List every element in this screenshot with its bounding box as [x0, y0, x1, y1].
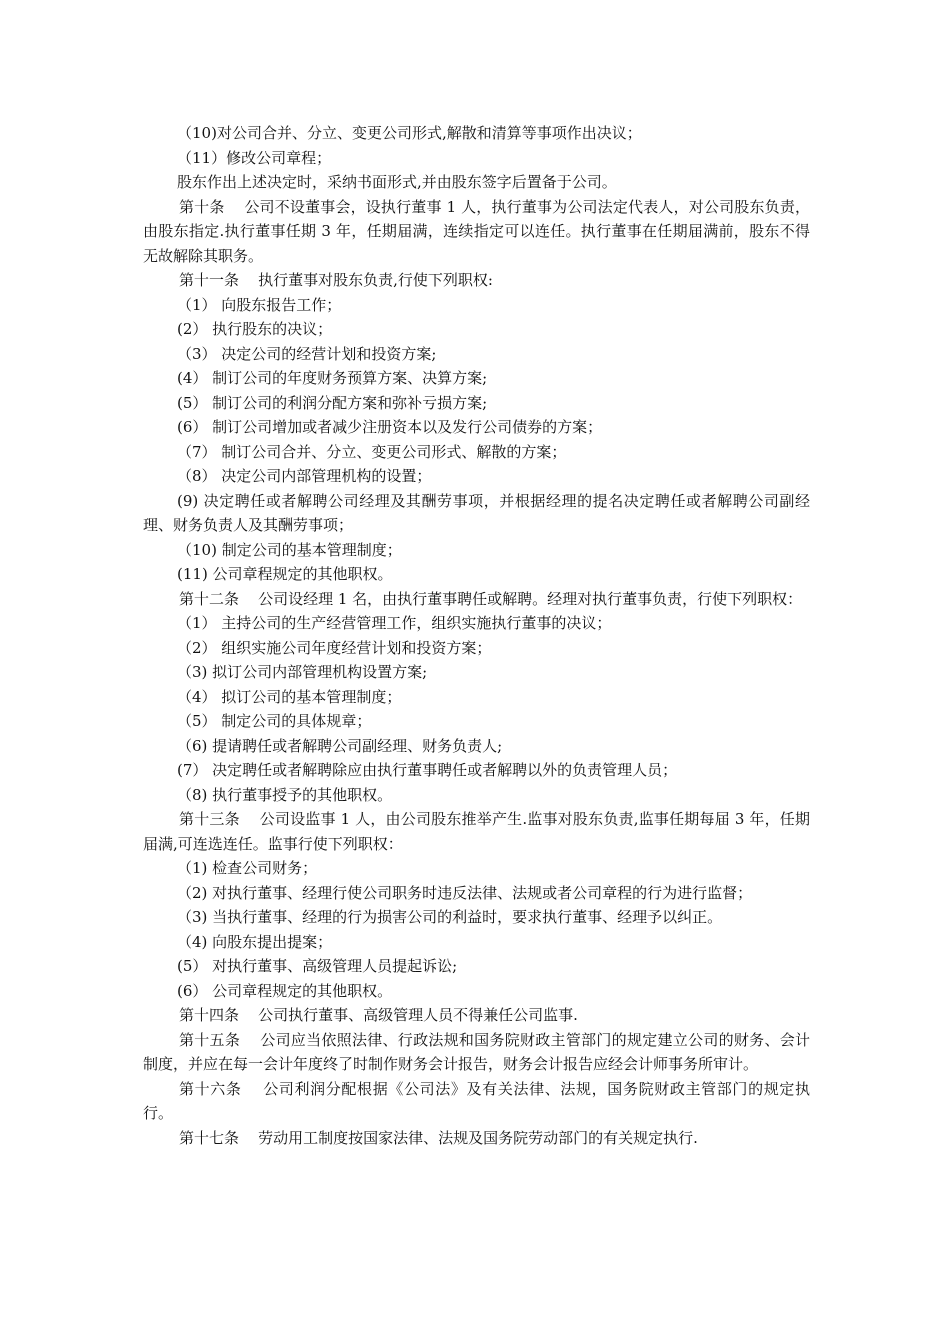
list-item: （3) 拟订公司内部管理机构设置方案;	[177, 663, 428, 681]
list-item: （5） 制定公司的具体规章；	[177, 712, 372, 730]
paragraph: （10)对公司合并、分立、变更公司形式,解散和清算等事项作出决议；	[177, 124, 642, 142]
list-item: （7） 制订公司合并、分立、变更公司形式、解散的方案；	[177, 442, 567, 461]
article-16: 第十六条 公司利润分配根据《公司法》及有关法律、法规，国务院财政主管部门的规定执行。	[143, 1079, 810, 1122]
article-11: 第十一条 执行董事对股东负责,行使下列职权:	[179, 271, 493, 289]
list-item: （8) 执行董事授予的其他职权。	[177, 785, 393, 804]
list-item: （8） 决定公司内部管理机构的设置；	[177, 467, 432, 485]
list-item: (5） 对执行董事、高级管理人员提起诉讼;	[177, 957, 458, 975]
article-10: 第十条 公司不设董事会，设执行董事 1 人，执行董事为公司法定代表人，对公司股东负责，由股东指定.执行董事任期 3 年，任期届满，连续指定可以连任。执行董事在任期届满前，股东不得无故解除其职务。	[143, 197, 810, 265]
document-body	[143, 121, 810, 1150]
paragraph: 股东作出上述决定时，采纳书面形式,并由股东签字后置备于公司。	[177, 173, 617, 191]
article-13: 第十三条 公司设监事 1 人，由公司股东推举产生.监事对股东负责,监事任期每届 3 年，任期届满,可连选连任。监事行使下列职权：	[143, 810, 810, 853]
list-item: （4） 拟订公司的基本管理制度；	[177, 687, 402, 706]
list-item: (7） 决定聘任或者解聘除应由执行董事聘任或者解聘以外的负责管理人员；	[177, 761, 678, 779]
list-item: (9) 决定聘任或者解聘公司经理及其酬劳事项，并根据经理的提名决定聘任或者解聘公司副经理、财务负责人及其酬劳事项；	[143, 491, 810, 534]
list-item: (6） 制订公司增加或者减少注册资本以及发行公司债券的方案；	[177, 418, 603, 436]
list-item: （10) 制定公司的基本管理制度；	[177, 540, 402, 559]
list-item: （1） 向股东报告工作；	[177, 295, 342, 314]
list-item: (4） 制订公司的年度财务预算方案、决算方案;	[177, 369, 488, 387]
list-item: (2） 执行股东的决议；	[177, 320, 333, 338]
article-17: 第十七条 劳动用工制度按国家法律、法规及国务院劳动部门的有关规定执行.	[179, 1128, 698, 1147]
list-item: （2) 对执行董事、经理行使公司职务时违反法律、法规或者公司章程的行为进行监督；	[177, 883, 753, 902]
list-item: （2） 组织实施公司年度经营计划和投资方案；	[177, 638, 492, 657]
list-item: （6) 提请聘任或者解聘公司副经理、财务负责人;	[177, 736, 503, 755]
article-12: 第十二条 公司设经理 1 名，由执行董事聘任或解聘。经理对执行董事负责，行使下列职权：	[179, 589, 803, 608]
list-item: (11) 公司章程规定的其他职权。	[177, 565, 393, 583]
article-14: 第十四条 公司执行董事、高级管理人员不得兼任公司监事.	[179, 1006, 578, 1024]
list-item: （1） 主持公司的生产经营管理工作，组织实施执行董事的决议；	[177, 614, 612, 632]
article-15: 第十五条 公司应当依照法律、行政法规和国务院财政主管部门的规定建立公司的财务、会计制度，并应在每一会计年度终了时制作财务会计报告，财务会计报告应经会计师事务所审计。	[143, 1030, 810, 1073]
list-item: （3） 决定公司的经营计划和投资方案;	[177, 344, 437, 363]
list-item: (5） 制订公司的利润分配方案和弥补亏损方案;	[177, 393, 488, 412]
list-item: （4) 向股东提出提案；	[177, 932, 333, 951]
list-item: （1) 检查公司财务；	[177, 859, 318, 877]
paragraph: （11）修改公司章程；	[177, 148, 332, 167]
list-item: （3) 当执行董事、经理的行为损害公司的利益时，要求执行董事、经理予以纠正。	[177, 908, 723, 926]
list-item: (6） 公司章程规定的其他职权。	[177, 981, 393, 1000]
